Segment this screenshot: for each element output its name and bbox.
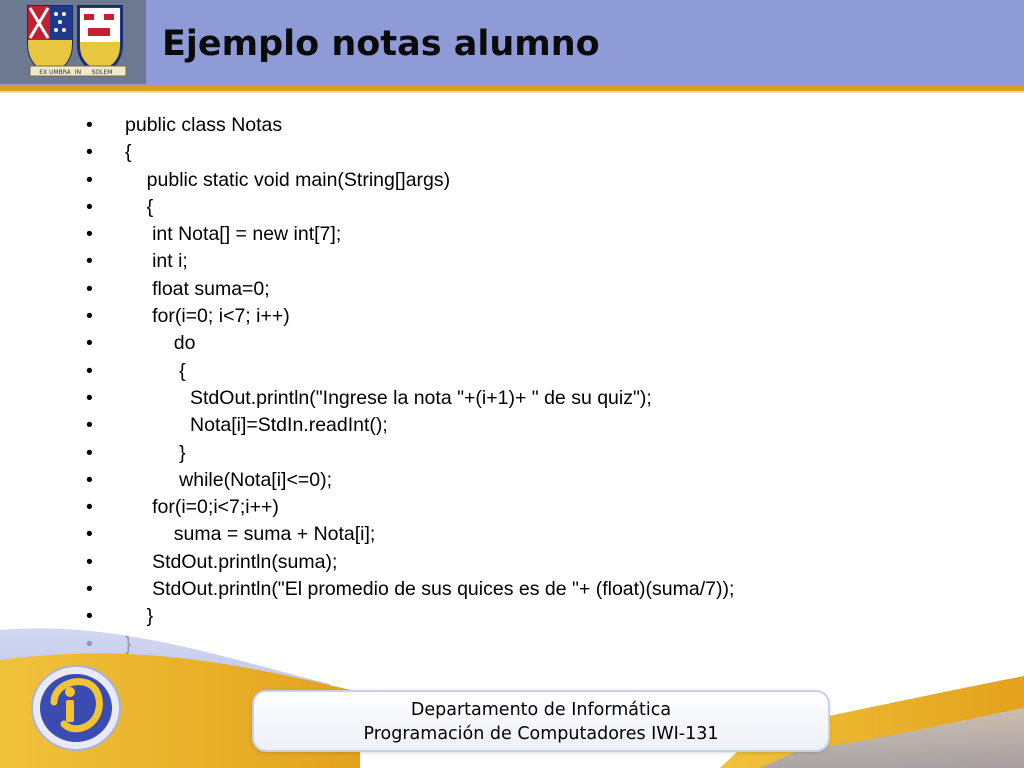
code-line — [0, 385, 1024, 412]
informatica-logo-icon — [30, 662, 122, 754]
bullet-marker: • — [86, 223, 93, 246]
code-line — [0, 221, 1024, 248]
code-line — [0, 494, 1024, 521]
code-line-text: public class Notas — [125, 114, 283, 136]
department-logo — [30, 662, 122, 754]
bullet-marker: • — [86, 523, 93, 546]
code-line — [0, 358, 1024, 385]
bullet-marker: • — [86, 305, 93, 328]
code-line-text: Nota[i]=StdIn.readInt(); — [125, 414, 388, 437]
bullet-marker: • — [86, 168, 93, 191]
code-line-text: public static void main(String[]args) — [125, 168, 451, 191]
footer-info-box — [252, 690, 830, 752]
bullet-marker: • — [86, 277, 93, 300]
code-line — [0, 412, 1024, 439]
footer-course: Programación de Computadores IWI-131 — [363, 724, 719, 744]
code-line-text: StdOut.println("Ingrese la nota "+(i+1)+ " de su quiz"); — [125, 386, 652, 409]
code-line — [0, 139, 1024, 166]
code-line-text: suma = suma + Nota[i]; — [125, 523, 376, 546]
crest-motto-left: EX UMBRA — [39, 69, 71, 76]
code-line-text: do — [125, 332, 196, 355]
code-line-text: StdOut.println(suma); — [125, 550, 338, 573]
bullet-marker: • — [86, 332, 93, 355]
bullet-marker: • — [86, 195, 93, 218]
bullet-marker: • — [86, 441, 93, 464]
code-line-text: float suma=0; — [125, 277, 270, 300]
code-line — [0, 112, 1024, 139]
code-line-text: } — [125, 441, 186, 464]
bullet-marker: • — [86, 250, 93, 273]
code-line-text: { — [125, 359, 186, 382]
bullet-marker: • — [86, 141, 93, 164]
code-line — [0, 276, 1024, 303]
crest-motto-right: SOLEM — [91, 69, 113, 76]
code-line-text: } — [125, 605, 154, 628]
crest-logo — [0, 0, 146, 84]
crest-icon — [0, 0, 146, 84]
code-line-text: for(i=0;i<7;i++) — [125, 496, 279, 519]
bullet-marker: • — [86, 114, 93, 136]
code-line-text: int i; — [125, 250, 188, 273]
bullet-marker: • — [86, 386, 93, 409]
bullet-marker: • — [86, 414, 93, 437]
crest-motto-mid: IN — [74, 69, 82, 76]
code-line-text: { — [125, 141, 132, 164]
code-line — [0, 440, 1024, 467]
code-line — [0, 194, 1024, 221]
bullet-marker: • — [86, 578, 93, 601]
code-line-text: while(Nota[i]<=0); — [125, 468, 332, 491]
bullet-marker: • — [86, 468, 93, 491]
code-line — [0, 549, 1024, 576]
code-line-text: { — [125, 195, 154, 218]
code-line — [0, 303, 1024, 330]
code-line — [0, 467, 1024, 494]
bullet-marker: • — [86, 359, 93, 382]
header-shadow-line — [0, 91, 1024, 93]
footer-department: Departamento de Informática — [410, 700, 672, 720]
bullet-marker: • — [86, 496, 93, 519]
code-line — [0, 167, 1024, 194]
bullet-marker: • — [86, 605, 93, 628]
code-line-text: StdOut.println("El promedio de sus quices es de "+ (float)(suma/7)); — [125, 578, 735, 601]
bullet-marker: • — [86, 550, 93, 573]
code-line-text: int Nota[] = new int[7]; — [125, 223, 342, 246]
code-line-text: for(i=0; i<7; i++) — [125, 305, 290, 328]
code-line — [0, 521, 1024, 548]
code-line — [0, 248, 1024, 275]
code-bullet-list — [0, 112, 1024, 658]
code-line — [0, 330, 1024, 357]
slide-title: Ejemplo notas alumno — [162, 24, 600, 64]
